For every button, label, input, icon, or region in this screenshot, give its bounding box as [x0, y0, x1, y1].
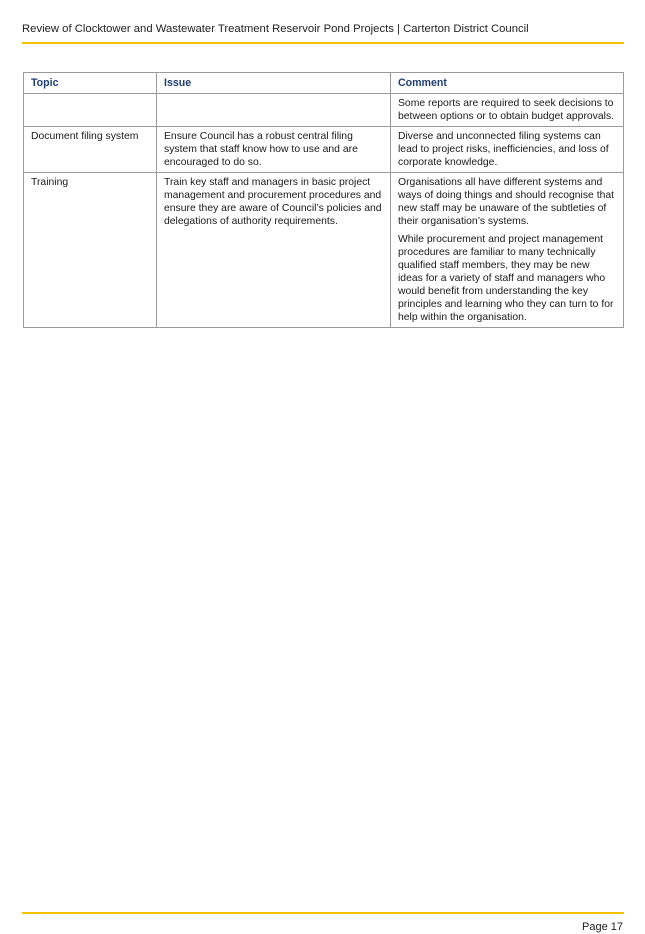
comment-paragraph: Some reports are required to seek decisions to between options or to obtain budget approvals. — [398, 98, 615, 122]
issue-cell: Train key staff and managers in basic project management and procurement procedures and ensure they are aware of Council’s policies and delegations of authority requirements. — [157, 173, 391, 328]
topic-cell: Document filing system — [24, 127, 157, 173]
column-header-topic: Topic — [24, 73, 157, 94]
issue-cell — [157, 94, 391, 127]
page-header-title: Review of Clocktower and Wastewater Treatment Reservoir Pond Projects | Carterton District Council — [22, 23, 529, 35]
table-header-row — [24, 73, 624, 94]
comment-cell — [391, 127, 624, 173]
header-divider — [22, 42, 624, 44]
page-number: Page 17 — [582, 921, 623, 933]
column-header-issue: Issue — [157, 73, 391, 94]
table-row — [24, 94, 624, 127]
footer-divider — [22, 912, 624, 914]
topic-cell — [24, 94, 157, 127]
issue-cell: Ensure Council has a robust central filing system that staff know how to use and are encouraged to do so. — [157, 127, 391, 173]
comment-cell — [391, 94, 624, 127]
comment-paragraph: Organisations all have different systems and ways of doing things and should recognise that new staff may be unaware of the subtleties of their organisation’s systems. — [398, 177, 615, 227]
table-row — [24, 173, 624, 328]
comment-paragraph: While procurement and project management procedures are familiar to many technically qualified staff members, they may be new ideas for a variety of staff and managers who would benefit from understanding the key principles and learning who they can turn to for help within the organisation. — [398, 234, 614, 323]
comment-paragraph: Diverse and unconnected filing systems can lead to project risks, inefficiencies, and loss of corporate knowledge. — [398, 131, 609, 168]
topic-cell: Training — [24, 173, 157, 328]
review-table — [23, 72, 624, 328]
comment-cell — [391, 173, 624, 328]
column-header-comment: Comment — [391, 73, 624, 94]
table-row — [24, 127, 624, 173]
